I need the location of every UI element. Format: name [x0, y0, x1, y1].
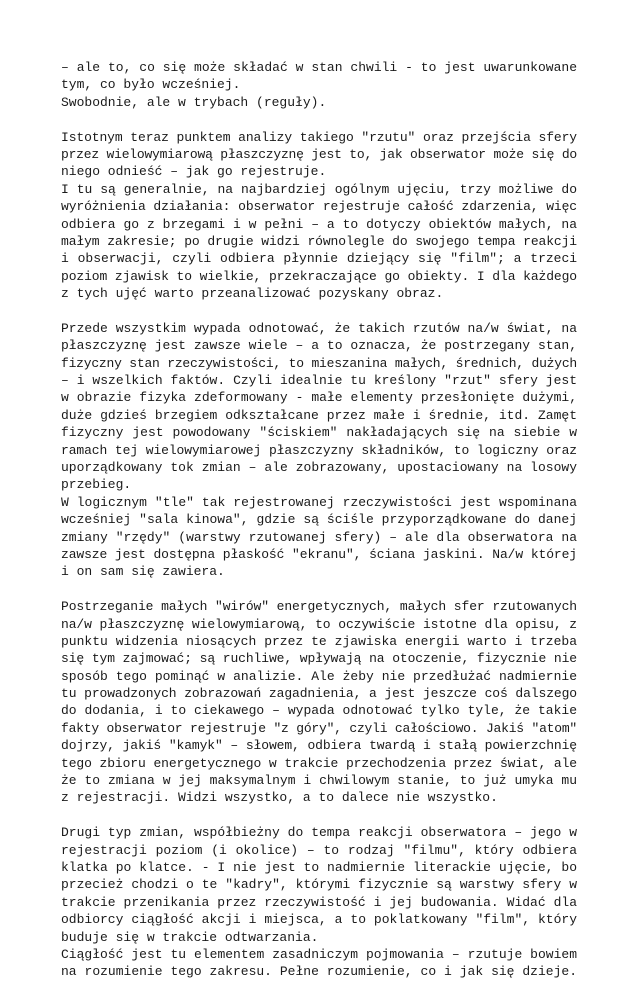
- text-line: tego zbioru energetycznego w trakcie przechodzenia przez świat, ale: [61, 755, 577, 771]
- paragraph: [61, 824, 577, 981]
- text-line: uporządkowany tok zmian – ale zobrazowany, upostaciowany na losowy: [61, 459, 577, 475]
- paragraph: [61, 320, 577, 581]
- text-line: na rozumienie tego zakresu. Pełne rozumienie, co i jak się dzieje.: [61, 964, 577, 980]
- text-line: małym zakresie; po drugie widzi równolegle do swojego tempa reakcji: [61, 233, 577, 249]
- text-line: – i wszelkich faktów. Czyli idealnie tu kreślony "rzut" sfery jest: [61, 373, 577, 389]
- text-line: i obserwacji, czyli odbiera płynnie dziejący się "film"; a trzeci: [61, 251, 578, 267]
- text-line: wyróżnienia działania: obserwator rejestruje całość zdarzenia, więc: [61, 199, 577, 215]
- text-line: w obrazie fizyka zdeformowany - małe elementy przesłonięte dużymi,: [61, 390, 577, 406]
- text-line: ramach tej wielowymiarowej płaszczyzny składników, to logiczny oraz: [61, 442, 577, 458]
- text-line: zmiany "rzędy" (warstwy rzutowanej sfery) – ale dla obserwatora na: [61, 529, 577, 545]
- text-line: przecież chodzi o te "kadry", którymi fizycznie są warstwy sfery w: [61, 877, 577, 893]
- text-line: i on sam się zawiera.: [61, 564, 225, 580]
- text-line: fakty obserwator rejestruje "z góry", czyli całościowo. Jakiś "atom": [61, 720, 577, 736]
- text-line: z rejestracji. Widzi wszystko, a to dalece nie wszystko.: [61, 790, 498, 806]
- text-line: odbiera go z brzegami i w pełni – a to dotyczy obiektów małych, na: [61, 216, 577, 232]
- paragraph: [61, 59, 577, 111]
- text-line: rejestracji poziom (i okolice) – to rodzaj "filmu", który odbiera: [61, 842, 578, 858]
- text-line: tu prowadzonych zobrazowań zagadnienia, a jest jeszcze coś dalszego: [61, 686, 577, 702]
- text-line: Przede wszystkim wypada odnotować, że takich rzutów na/w świat, na: [61, 320, 577, 336]
- text-line: punktu widzenia niosących przez te zjawiska energii warto i trzeba: [61, 633, 577, 649]
- text-line: niego odnieść – jak go rejestruje.: [61, 164, 327, 180]
- text-line: poziom zjawisk to wielkie, przekraczające go obiekty. I dla każdego: [61, 268, 577, 284]
- paragraph: [61, 598, 577, 807]
- text-line: I tu są generalnie, na najbardziej ogólnym ujęciu, trzy możliwe do: [61, 181, 577, 197]
- text-line: na/w płaszczyznę wielowymiarową, to oczywiście istotne dla opisu, z: [61, 616, 577, 632]
- paragraph: [61, 129, 577, 303]
- text-line: że to zmiana w jej maksymalnym i chwilowym stanie, to już umyka mu: [61, 773, 577, 789]
- text-line: Drugi typ zmian, współbieżny do tempa reakcji obserwatora – jego w: [61, 825, 577, 841]
- text-line: sposób tego pominąć w analizie. Ale żeby nie przedłużać nadmiernie: [61, 668, 577, 684]
- text-line: Postrzeganie małych "wirów" energetycznych, małych sfer rzutowanych: [61, 599, 577, 615]
- text-line: dojrzy, jakiś "kamyk" – słowem, odbiera twardą i stałą powierzchnię: [61, 738, 577, 754]
- text-line: Swobodnie, ale w trybach (reguły).: [61, 94, 327, 110]
- text-line: Ciągłość jest tu elementem zasadniczym pojmowania – rzutuje bowiem: [61, 946, 577, 962]
- text-line: zawsze jest dostępna płaskość "ekranu", ściana jaskini. Na/w której: [61, 546, 577, 562]
- text-line: fizyczny jest powodowany "ściskiem" nakładających się na siebie w: [61, 425, 578, 441]
- text-line: trakcie przenikania przez rzeczywistość i jej budowania. Widać dla: [61, 894, 577, 910]
- text-line: W logicznym "tle" tak rejestrowanej rzeczywistości jest wspominana: [61, 494, 577, 510]
- text-line: odbiorcy ciągłość akcji i miejsca, a to poklatkowany "film", który: [61, 912, 577, 928]
- text-line: wcześniej "sala kinowa", gdzie są ściśle przyporządkowane do danej: [61, 512, 577, 528]
- text-line: duże gdzieś brzegiem odkształcane przez małe i średnie, itd. Zamęt: [61, 407, 577, 423]
- text-line: płaszczyznę jest zawsze wiele – a to oznacza, że postrzegany stan,: [61, 338, 577, 354]
- text-line: do dodania, i to ciekawego – wypada odnotować tylko tyle, że takie: [61, 703, 577, 719]
- text-line: fizyczny stan rzeczywistości, to mieszanina małych, średnich, dużych: [61, 355, 577, 371]
- text-line: przebieg.: [61, 477, 132, 493]
- text-line: z tych ujęć warto przeanalizować pozyskany obraz.: [61, 286, 444, 302]
- text-line: buduje się w trakcie odtwarzania.: [61, 929, 319, 945]
- text-line: – ale to, co się może składać w stan chwili - to jest uwarunkowane: [61, 60, 577, 75]
- text-line: przez wielowymiarową płaszczyznę jest to, jak obserwator może się do: [61, 146, 577, 162]
- text-line: klatka po klatce. - I nie jest to nadmiernie literackie ujęcie, bo: [61, 859, 577, 875]
- text-line: tym, co było wcześniej.: [61, 77, 241, 93]
- text-line: Istotnym teraz punktem analizy takiego "rzutu" oraz przejścia sfery: [61, 129, 577, 145]
- text-line: się tym zajmować; są ruchliwe, wpływają na otoczenie, fizycznie nie: [61, 651, 577, 667]
